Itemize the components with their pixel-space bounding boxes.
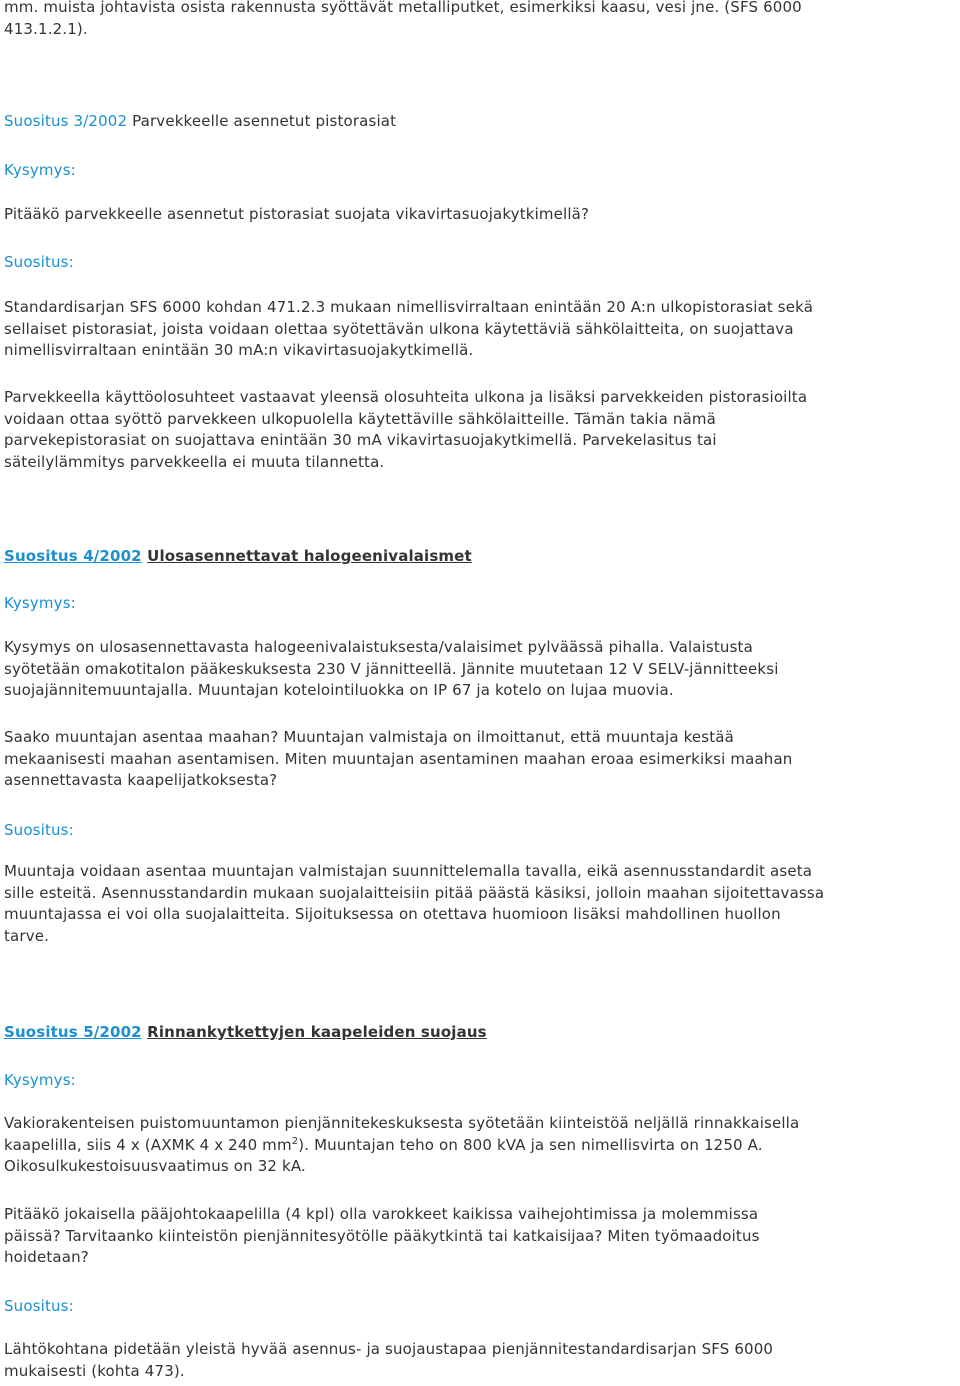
text-line: Pitääkö jokaisella pääjohtokaapelilla (4 kpl) olla varokkeet kaikissa vaihejohtimissa ja molemmissa	[4, 1205, 759, 1223]
section-heading-s4	[4, 545, 960, 567]
answer-paragraph	[4, 297, 960, 362]
text-line: Pitääkö parvekkeelle asennetut pistorasiat suojata vikavirtasuojakytkimellä?	[4, 205, 590, 223]
text-line: Oikosulkukestoisuusvaatimus on 32 kA.	[4, 1157, 306, 1175]
recommendation-code-link[interactable]: Suositus 4/2002	[4, 547, 142, 565]
text-line: parvekepistorasiat on suojattava enintään 30 mA vikavirtasuojakytkimellä. Parvekelasitus tai	[4, 431, 717, 449]
question-paragraph	[4, 1204, 960, 1269]
text-line: mukaisesti (kohta 473).	[4, 1361, 185, 1380]
text-line: hoidetaan?	[4, 1248, 89, 1266]
text-line: Kysymys on ulosasennettavasta halogeenivalaistuksesta/valaisimet pylväässä pihalla. Valaistusta	[4, 638, 753, 656]
text-line: suojajännitemuuntajalla. Muuntajan kotelointiluokka on IP 67 ja kotelo on lujaa muovia.	[4, 681, 674, 699]
text-line: Standardisarjan SFS 6000 kohdan 471.2.3 mukaan nimellisvirraltaan enintään 20 A:n ulkopistorasiat sekä	[4, 298, 814, 316]
question-label: Kysymys:	[4, 594, 76, 612]
text-line: säteilylämmitys parvekkeella ei muuta tilannetta.	[4, 452, 385, 471]
text-line: mm. muista johtavista osista rakennusta syöttävät metalliputket, esimerkiksi kaasu, vesi jne. (SFS 6000	[4, 0, 802, 16]
answer-label: Suositus:	[4, 821, 74, 839]
text-line: syötetään omakotitalon pääkeskuksesta 230 V jännitteellä. Jännite muutetaan 12 V SELV-jännitteeksi	[4, 659, 779, 678]
text-line: tarve.	[4, 926, 50, 945]
text-line: sille esteitä. Asennusstandardin mukaan suojalaitteisiin pitää päästä käsiksi, jolloin maahan sijoitettavassa	[4, 883, 825, 902]
section-heading-s3	[4, 110, 960, 132]
question-paragraph	[4, 204, 960, 226]
intro-paragraph	[4, 0, 960, 40]
answer-label: Suositus:	[4, 1297, 74, 1315]
answer-paragraph	[4, 387, 960, 473]
text-line: Muuntaja voidaan asentaa muuntajan valmistajan suunnittelemalla tavalla, eikä asennusstandardit aseta	[4, 862, 813, 880]
text-span: kaapelilla, siis 4 x (AXMK 4 x 240 mm	[4, 1135, 292, 1154]
recommendation-code-link[interactable]: Suositus 5/2002	[4, 1023, 142, 1041]
text-line: asennettavasta kaapelijatkoksesta?	[4, 771, 278, 789]
text-line: sellaiset pistorasiat, joista voidaan olettaa syötettävän ulkona käytettäviä sähkölaitteita, on suojattava	[4, 319, 794, 338]
section-heading-s5	[4, 1021, 960, 1043]
text-line	[4, 1135, 960, 1157]
text-line: nimellisvirraltaan enintään 30 mA:n vikavirtasuojakytkimellä.	[4, 341, 474, 359]
question-paragraph	[4, 1113, 960, 1178]
text-line: voidaan ottaa syöttö parvekkeen ulkopuolella käytettäville sähkölaitteille. Tämän takia nämä	[4, 409, 716, 428]
superscript: 2	[291, 1135, 299, 1147]
answer-paragraph	[4, 1339, 960, 1382]
recommendation-title: Ulosasennettavat halogeenivalaismet	[147, 547, 472, 565]
recommendation-title: Rinnankytkettyjen kaapeleiden suojaus	[147, 1023, 487, 1041]
answer-label: Suositus:	[4, 253, 74, 271]
text-line: päissä? Tarvitaanko kiinteistön pienjännitesyötölle pääkytkintä tai katkaisijaa? Miten työmaadoitus	[4, 1226, 760, 1245]
question-paragraph	[4, 637, 960, 702]
recommendation-code: Suositus 3/2002	[4, 112, 128, 130]
recommendation-title: Parvekkeelle asennetut pistorasiat	[132, 112, 397, 130]
question-paragraph	[4, 727, 960, 792]
text-line: Saako muuntajan asentaa maahan? Muuntajan valmistaja on ilmoittanut, että muuntaja kestää	[4, 728, 734, 746]
answer-paragraph	[4, 861, 960, 947]
text-line: Lähtökohtana pidetään yleistä hyvää asennus- ja suojaustapaa pienjännitestandardisarjan SFS 6000	[4, 1340, 774, 1358]
question-label: Kysymys:	[4, 1071, 76, 1089]
text-line: 413.1.2.1).	[4, 19, 88, 38]
text-line: Vakiorakenteisen puistomuuntamon pienjännitekeskuksesta syötetään kiinteistöä neljällä rinnakkaisella	[4, 1114, 800, 1132]
text-span: ). Muuntajan teho on 800 kVA ja sen nimellisvirta on 1250 A.	[298, 1135, 763, 1154]
text-line: Parvekkeella käyttöolosuhteet vastaavat yleensä olosuhteita ulkona ja lisäksi parvekkeiden pistorasioilta	[4, 388, 808, 406]
text-line: muuntajassa ei voi olla suojalaitteita. Sijoituksessa on otettava huomioon lisäksi mahdollinen huollon	[4, 905, 781, 923]
text-line: mekaanisesti maahan asentamisen. Miten muuntajan asentaminen maahan eroaa esimerkiksi maahan	[4, 749, 793, 768]
question-label: Kysymys:	[4, 161, 76, 179]
